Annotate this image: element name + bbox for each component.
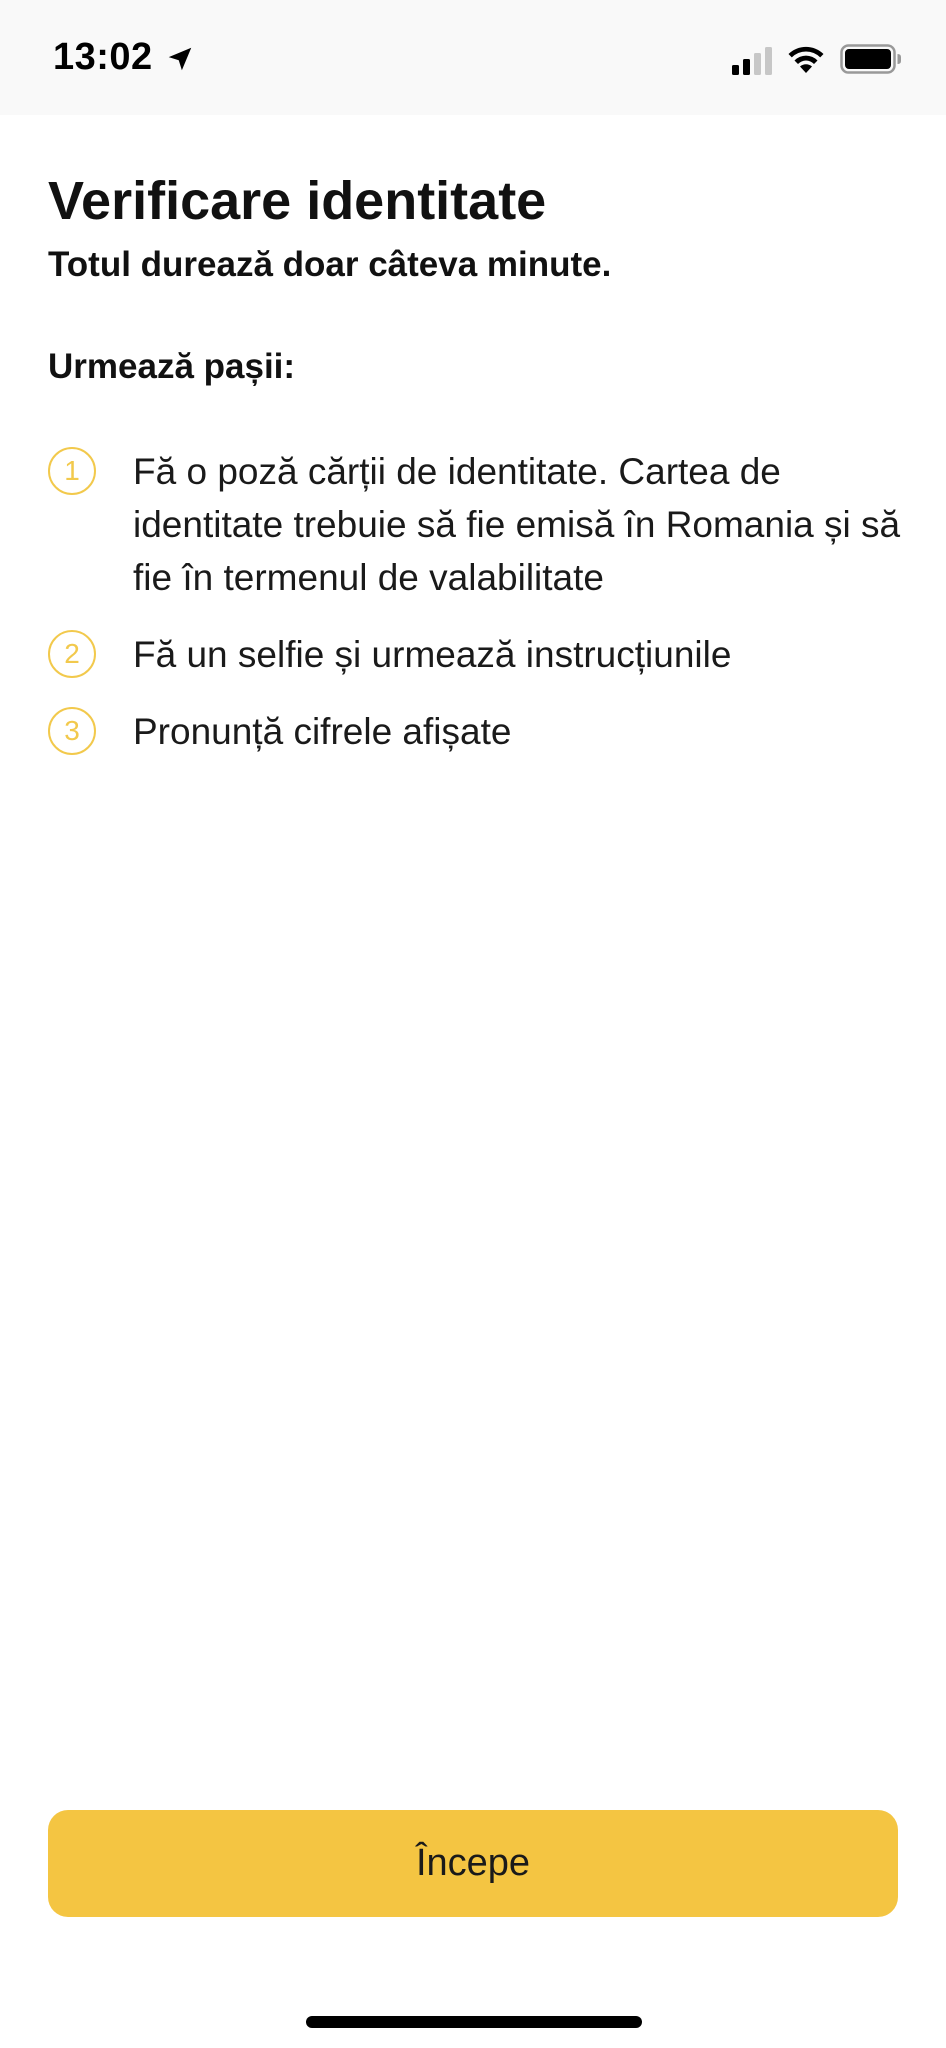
page-subtitle: Totul durează doar câteva minute. [48,245,612,284]
step-text: Fă o poză cărții de identitate. Cartea de identitate trebuie să fie emisă în Romania și să fie în termenul de valabilitate [133,451,901,598]
step-number-badge: 1 [48,447,96,495]
home-indicator[interactable] [306,2016,642,2028]
steps-list [48,445,901,782]
step-item-2 [48,628,898,681]
step-number-badge: 2 [48,630,96,678]
step-text: Pronunță cifrele afișate [133,711,512,752]
step-item-1 [48,445,901,604]
step-text: Fă un selfie și urmează instrucțiunile [133,634,732,675]
step-item-3 [48,705,898,758]
page-title: Verificare identitate [48,171,547,231]
step-number-badge: 3 [48,707,96,755]
status-bar [0,0,946,115]
start-button[interactable]: Începe [48,1810,898,1917]
wifi-icon [786,43,826,75]
cellular-signal-icon [732,47,774,75]
steps-heading: Urmează pașii: [48,347,296,386]
location-arrow-icon [165,44,195,74]
battery-icon [840,44,902,74]
status-time: 13:02 [53,36,153,78]
